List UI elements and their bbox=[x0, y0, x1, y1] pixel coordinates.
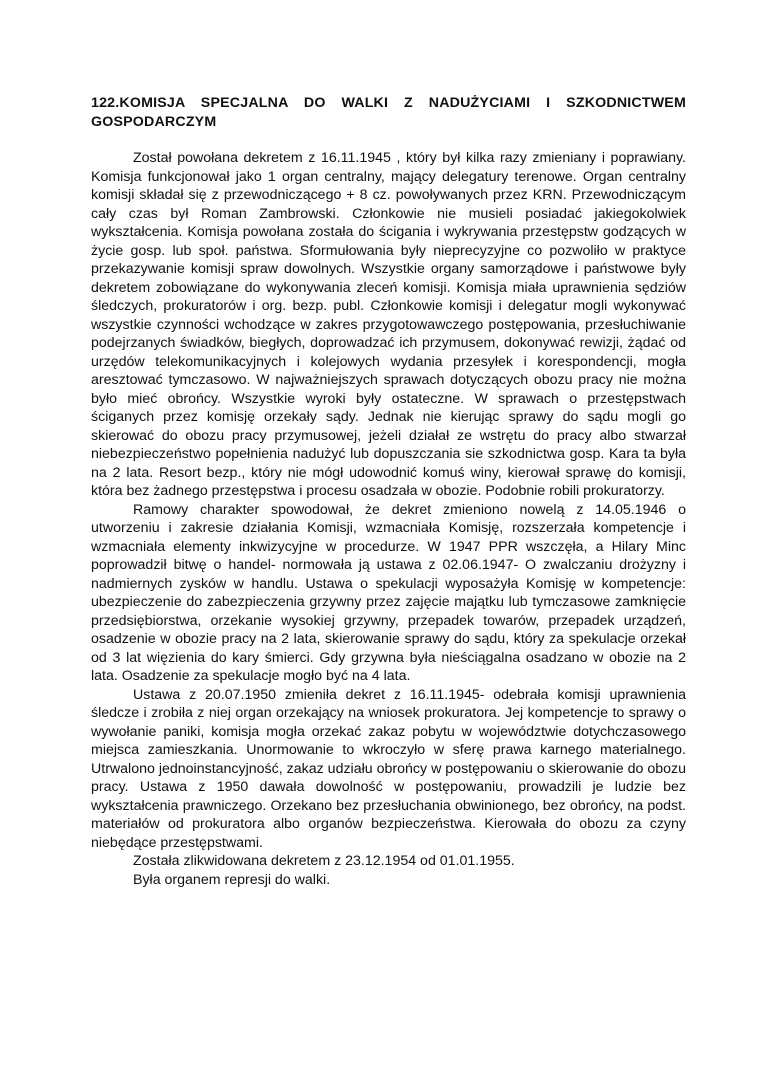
document-page bbox=[91, 94, 686, 889]
document-title: 122.KOMISJA SPECJALNA DO WALKI Z NADUŻYCIAMI I SZKODNICTWEM GOSPODARCZYM bbox=[91, 95, 686, 130]
paragraph-conclusion: Była organem represji do walki. bbox=[133, 871, 331, 888]
paragraph-establishment: Został powołana dekretem z 16.11.1945 , który był kilka razy zmieniany i poprawiany. Komisja funkcjonował jako 1 organ centralny, mający delegatury terenowe. Organ centralny komisji składał się z przewodniczącego + 8 cz. powoływanych przez KRN. Przewodniczącym cały czas był Roman Zambrowski. Członkowie nie musieli posiadać jakiegokolwiek wykształcenia. Komisja powołana została do ścigania i wykrywania przestępstw godzących w życie gosp. lub społ. państwa. Sformułowania były nieprecyzyjne co pozwoliło w praktyce przekazywanie komisji spraw dowolnych. Wszystkie organy samorządowe i państwowe były dekretem zobowiązane do wykonywania zleceń komisji. Komisja miała uprawnienia sędziów śledczych, prokuratorów i org. bezp. publ. Członkowie komisji i delegatur mogli wykonywać wszystkie czynności wchodzące w zakres przygotowawczego postępowania, przesłuchiwanie podejrzanych świadków, biegłych, doprowadzać ich przymusem, dokonywać rewizji, żądać od urzędów telekomunikacyjnych i kolejowych wydania przesyłek i korespondencji, mogła aresztować tymczasowo. W najważniejszych sprawach dotyczących obozu pracy nie można było mieć obrońcy. Wszystkie wyroki były ostateczne. W sprawach o przestępstwach ściganych przez komisję orzekały sądy. Jednak nie kierując sprawy do sądu mogli go skierować do obozu pracy przymusowej, jeżeli działał ze wstrętu do pracy albo stwarzał niebezpieczeństwo popełnienia nadużyć lub dopuszczania sie szkodnictwa gosp. Kara ta była na 2 lata. Resort bezp., który nie mógł udowodnić komuś winy, kierował sprawę do komisji, która bez żadnego przestępstwa i procesu osadzała w obozie. Podobnie robili prokuratorzy. bbox=[91, 150, 686, 499]
paragraph-1950-act: Ustawa z 20.07.1950 zmieniła dekret z 16.11.1945- odebrała komisji uprawnienia śledcze i zrobiła z niej organ orzekający na wniosek prokuratora. Jej kompetencje to sprawy o wywołanie paniki, komisja mogła orzekać zakaz pobytu w województwie dotychczasowego miejsca zamieszkania. Unormowanie to wkroczyło w sferę prawa karnego materialnego. Utrwalono jednoinstancyjność, zakaz udziału obrońcy w postępowaniu o skierowanie do obozu pracy. Ustawa z 1950 dawała dowolność w postępowaniu, prowadzili je ludzie bez wykształcenia prawniczego. Orzekano bez przesłuchania obwinionego, bez obrońcy, na podst. materiałów od prokuratora albo organów bezpieczeństwa. Kierowała do obozu za czyny niebędące przestępstwami. bbox=[91, 686, 686, 851]
paragraph-amendments: Ramowy charakter spowodował, że dekret zmieniono nowelą z 14.05.1946 o utworzeniu i zakresie działania Komisji, wzmacniała Komisję, rozszerzała kompetencje i wzmacniała elementy inkwizycyjne w procedurze. W 1947 PPR wszczęła, a Hilary Minc poprowadził bitwę o handel- normowała ją ustawa z 02.06.1947- O zwalczaniu drożyzny i nadmiernych zysków w handlu. Ustawa o spekulacji wyposażyła Komisję w kompetencje: ubezpieczenie do zabezpieczenia grzywny przez zajęcie majątku lub tymczasowe zamknięcie przedsiębiorstwa, orzekanie wysokiej grzywny, przepadek towarów, przepadek urządzeń, osadzenie w obozie pracy na 2 lata, skierowanie sprawy do sądu, który za spekulacje orzekał od 3 lat więzienia do kary śmierci. Gdy grzywna była nieściągalna osadzano w obozie na 2 lata. Osadzenie za spekulacje mogło być na 4 lata. bbox=[91, 501, 686, 684]
paragraph-liquidation: Została zlikwidowana dekretem z 23.12.1954 od 01.01.1955. bbox=[133, 853, 515, 869]
